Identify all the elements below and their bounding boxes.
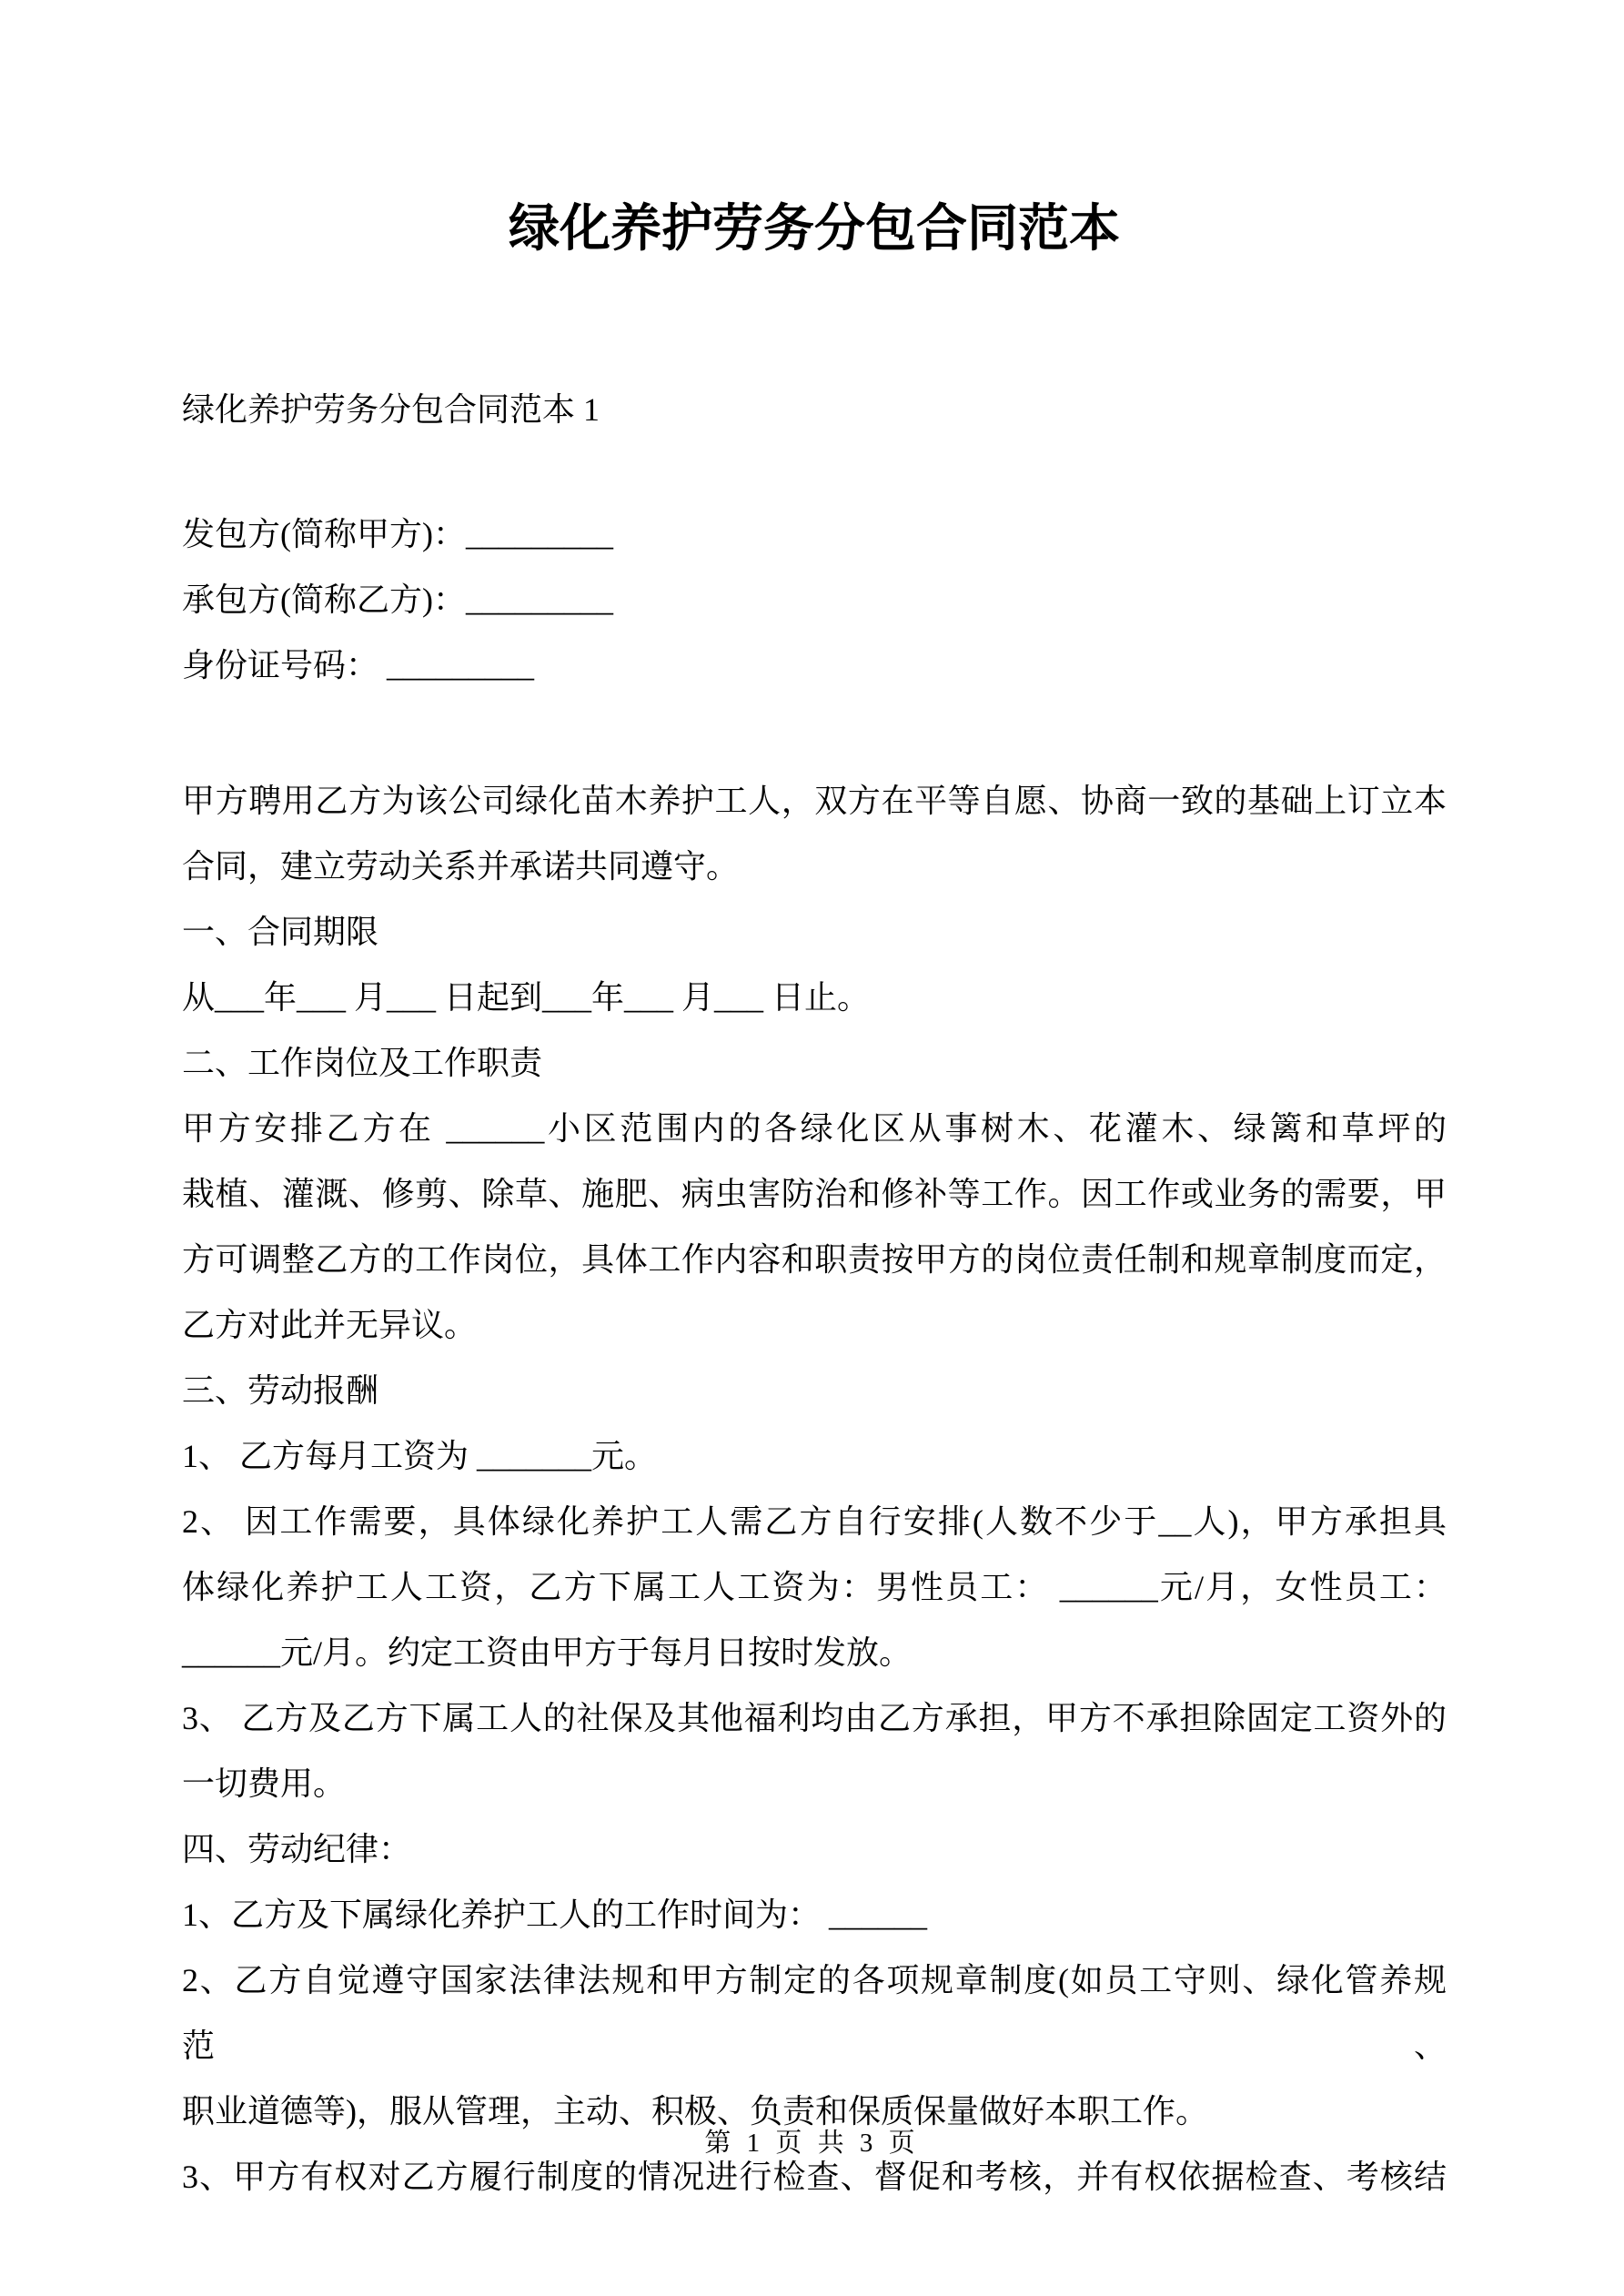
section-line: 乙方对此并无异议。 bbox=[182, 1307, 478, 1343]
section-labor-pay bbox=[182, 1358, 1447, 1816]
field-id-number: 身份证号码： _________ bbox=[182, 647, 535, 683]
section-line: 职业道德等)，服从管理，主动、积极、负责和保质保量做好本职工作。 bbox=[182, 2093, 1208, 2129]
section-line: 体绿化养护工人工资，乙方下属工人工资为：男性员工： ______元/月，女性员工： bbox=[182, 1569, 1447, 1605]
section-line-date-range: 从___年___ 月___ 日起到___年___ 月___ 日止。 bbox=[182, 979, 871, 1016]
page-number-footer: 第 1 页 共 3 页 bbox=[704, 2129, 920, 2158]
intro-paragraph bbox=[182, 768, 1447, 899]
section-line: 方可调整乙方的工作岗位，具体工作内容和职责按甲方的岗位责任制和规章制度而定， bbox=[182, 1241, 1447, 1278]
section-heading: 二、工作岗位及工作职责 bbox=[182, 1045, 543, 1081]
section-heading: 四、劳动纪律： bbox=[182, 1831, 412, 1867]
section-line: 一切费用。 bbox=[182, 1765, 347, 1802]
section-line-item-1: 1、 乙方每月工资为 _______元。 bbox=[182, 1438, 658, 1474]
document-title: 绿化养护劳务分包合同范本 bbox=[509, 201, 1120, 258]
document-subtitle: 绿化养护劳务分包合同范本 1 bbox=[182, 391, 600, 428]
section-heading: 三、劳动报酬 bbox=[182, 1372, 379, 1409]
section-line-item-2: 2、乙方自觉遵守国家法律法规和甲方制定的各项规章制度(如员工守则、绿化管养规范、 bbox=[182, 1962, 1447, 2064]
section-line: 栽植、灌溉、修剪、除草、施肥、病虫害防治和修补等工作。因工作或业务的需要，甲 bbox=[182, 1176, 1447, 1212]
section-line-item-3: 3、甲方有权对乙方履行制度的情况进行检查、督促和考核，并有权依据检查、考核结 bbox=[182, 2159, 1447, 2195]
section-heading: 一、合同期限 bbox=[182, 914, 379, 950]
field-party-a: 发包方(简称甲方)：_________ bbox=[182, 516, 613, 552]
section-line: ______元/月。约定工资由甲方于每月日按时发放。 bbox=[182, 1634, 913, 1671]
section-job-duties bbox=[182, 1030, 1447, 1358]
intro-line: 甲方聘用乙方为该公司绿化苗木养护工人，双方在平等自愿、协商一致的基础上订立本 bbox=[182, 783, 1447, 819]
section-line-item-3: 3、 乙方及乙方下属工人的社保及其他福利均由乙方承担，甲方不承担除固定工资外的 bbox=[182, 1700, 1447, 1736]
party-fields bbox=[182, 501, 1447, 698]
section-line-item-2: 2、 因工作需要，具体绿化养护工人需乙方自行安排(人数不少于__人)，甲方承担具 bbox=[182, 1503, 1447, 1540]
field-party-b: 承包方(简称乙方)：_________ bbox=[182, 582, 613, 618]
section-line-item-1: 1、乙方及下属绿化养护工人的工作时间为： ______ bbox=[182, 1896, 928, 1933]
section-contract-term bbox=[182, 899, 1447, 1030]
page-content bbox=[182, 0, 1447, 2210]
section-line: 甲方安排乙方在 ______小区范围内的各绿化区从事树木、花灌木、绿篱和草坪的 bbox=[182, 1110, 1447, 1147]
intro-line: 合同，建立劳动关系并承诺共同遵守。 bbox=[182, 848, 740, 885]
